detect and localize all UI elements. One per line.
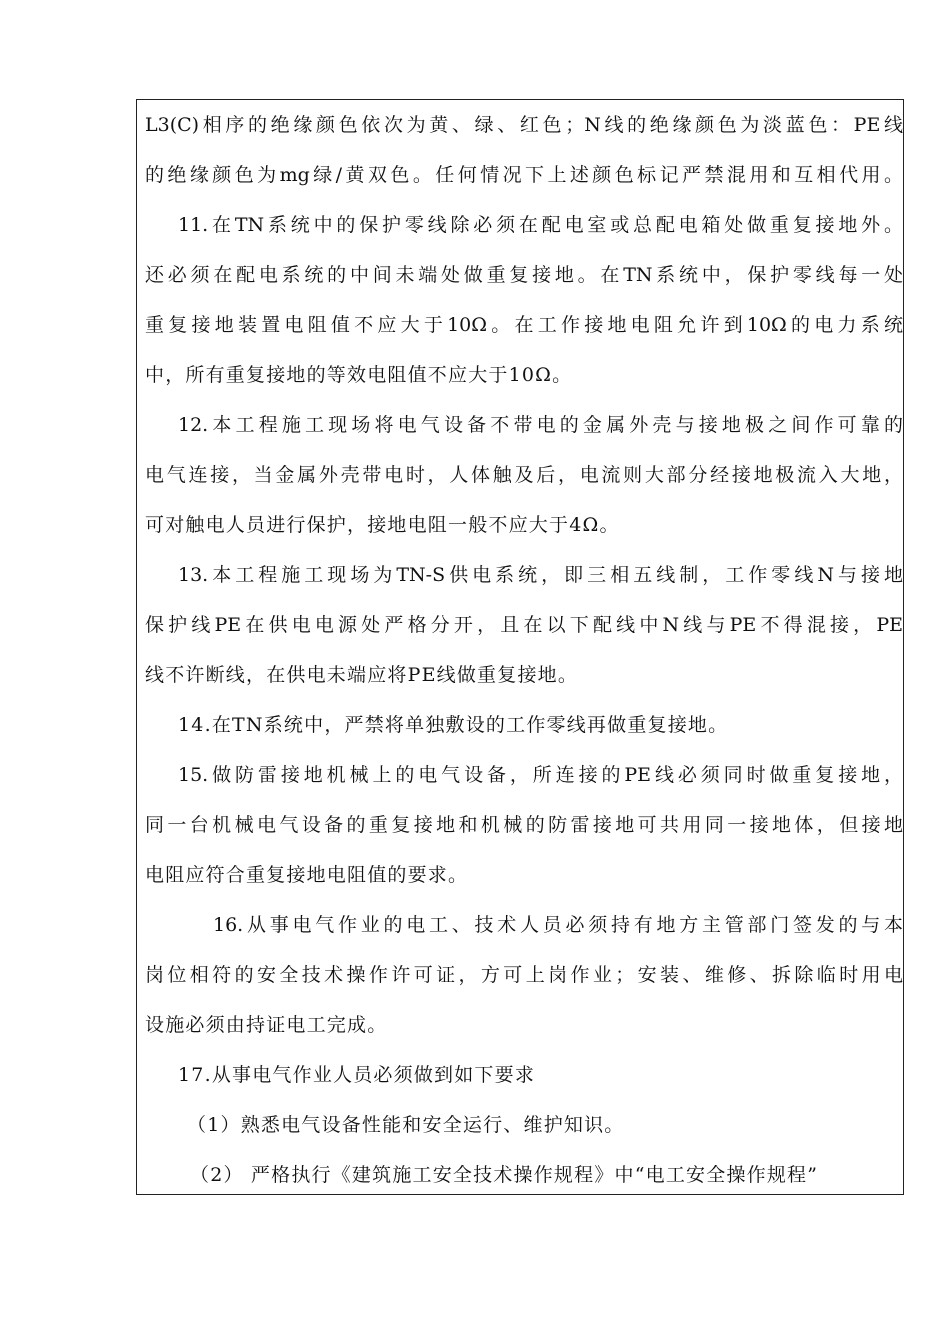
- text-line: 可对触电人员进行保护，接地电阻一般不应大于4Ω。: [145, 514, 620, 536]
- paragraph-11-start: 11.在TN系统中的保护零线除必须在配电室或总配电箱处做重复接地外。: [178, 214, 903, 236]
- text-line: 保护线PE在供电电源处严格分开，且在以下配线中N线与PE不得混接，PE: [145, 614, 903, 636]
- requirement-item-1: （1）熟悉电气设备性能和安全运行、维护知识。: [187, 1114, 625, 1136]
- text-line: 中，所有重复接地的等效电阻值不应大于10Ω。: [145, 364, 573, 386]
- document-body: [145, 100, 903, 1200]
- paragraph-13-start: 13.本工程施工现场为TN-S供电系统，即三相五线制，工作零线N与接地: [178, 564, 903, 586]
- paragraph-17: 17.从事电气作业人员必须做到如下要求: [178, 1064, 536, 1086]
- text-line: 设施必须由持证电工完成。: [145, 1014, 388, 1036]
- text-line: 还必须在配电系统的中间未端处做重复接地。在TN系统中，保护零线每一处: [145, 264, 903, 286]
- text-line: 电气连接，当金属外壳带电时，人体触及后，电流则大部分经接地极流入大地，: [145, 464, 903, 486]
- paragraph-12-start: 12.本工程施工现场将电气设备不带电的金属外壳与接地极之间作可靠的: [178, 414, 903, 436]
- text-line: L3(C)相序的绝缘颜色依次为黄、绿、红色；N线的绝缘颜色为淡蓝色：PE线: [145, 114, 903, 136]
- paragraph-16-start: 16.从事电气作业的电工、技术人员必须持有地方主管部门签发的与本: [213, 914, 903, 936]
- paragraph-15-start: 15.做防雷接地机械上的电气设备，所连接的PE线必须同时做重复接地，: [178, 764, 903, 786]
- text-line: 同一台机械电气设备的重复接地和机械的防雷接地可共用同一接地体，但接地: [145, 814, 903, 836]
- text-line: 线不许断线，在供电未端应将PE线做重复接地。: [145, 664, 579, 686]
- text-line: 的绝缘颜色为mg绿/黄双色。任何情况下上述颜色标记严禁混用和互相代用。: [145, 164, 903, 186]
- paragraph-14: 14.在TN系统中，严禁将单独敷设的工作零线再做重复接地。: [178, 714, 729, 736]
- requirement-item-2: （2） 严格执行《建筑施工安全技术操作规程》中“电工安全操作规程”: [190, 1164, 819, 1186]
- text-line: 岗位相符的安全技术操作许可证，方可上岗作业；安装、维修、拆除临时用电: [145, 964, 903, 986]
- text-line: 重复接地装置电阻值不应大于10Ω。在工作接地电阻允许到10Ω的电力系统: [145, 314, 903, 336]
- text-line: 电阻应符合重复接地电阻值的要求。: [145, 864, 469, 886]
